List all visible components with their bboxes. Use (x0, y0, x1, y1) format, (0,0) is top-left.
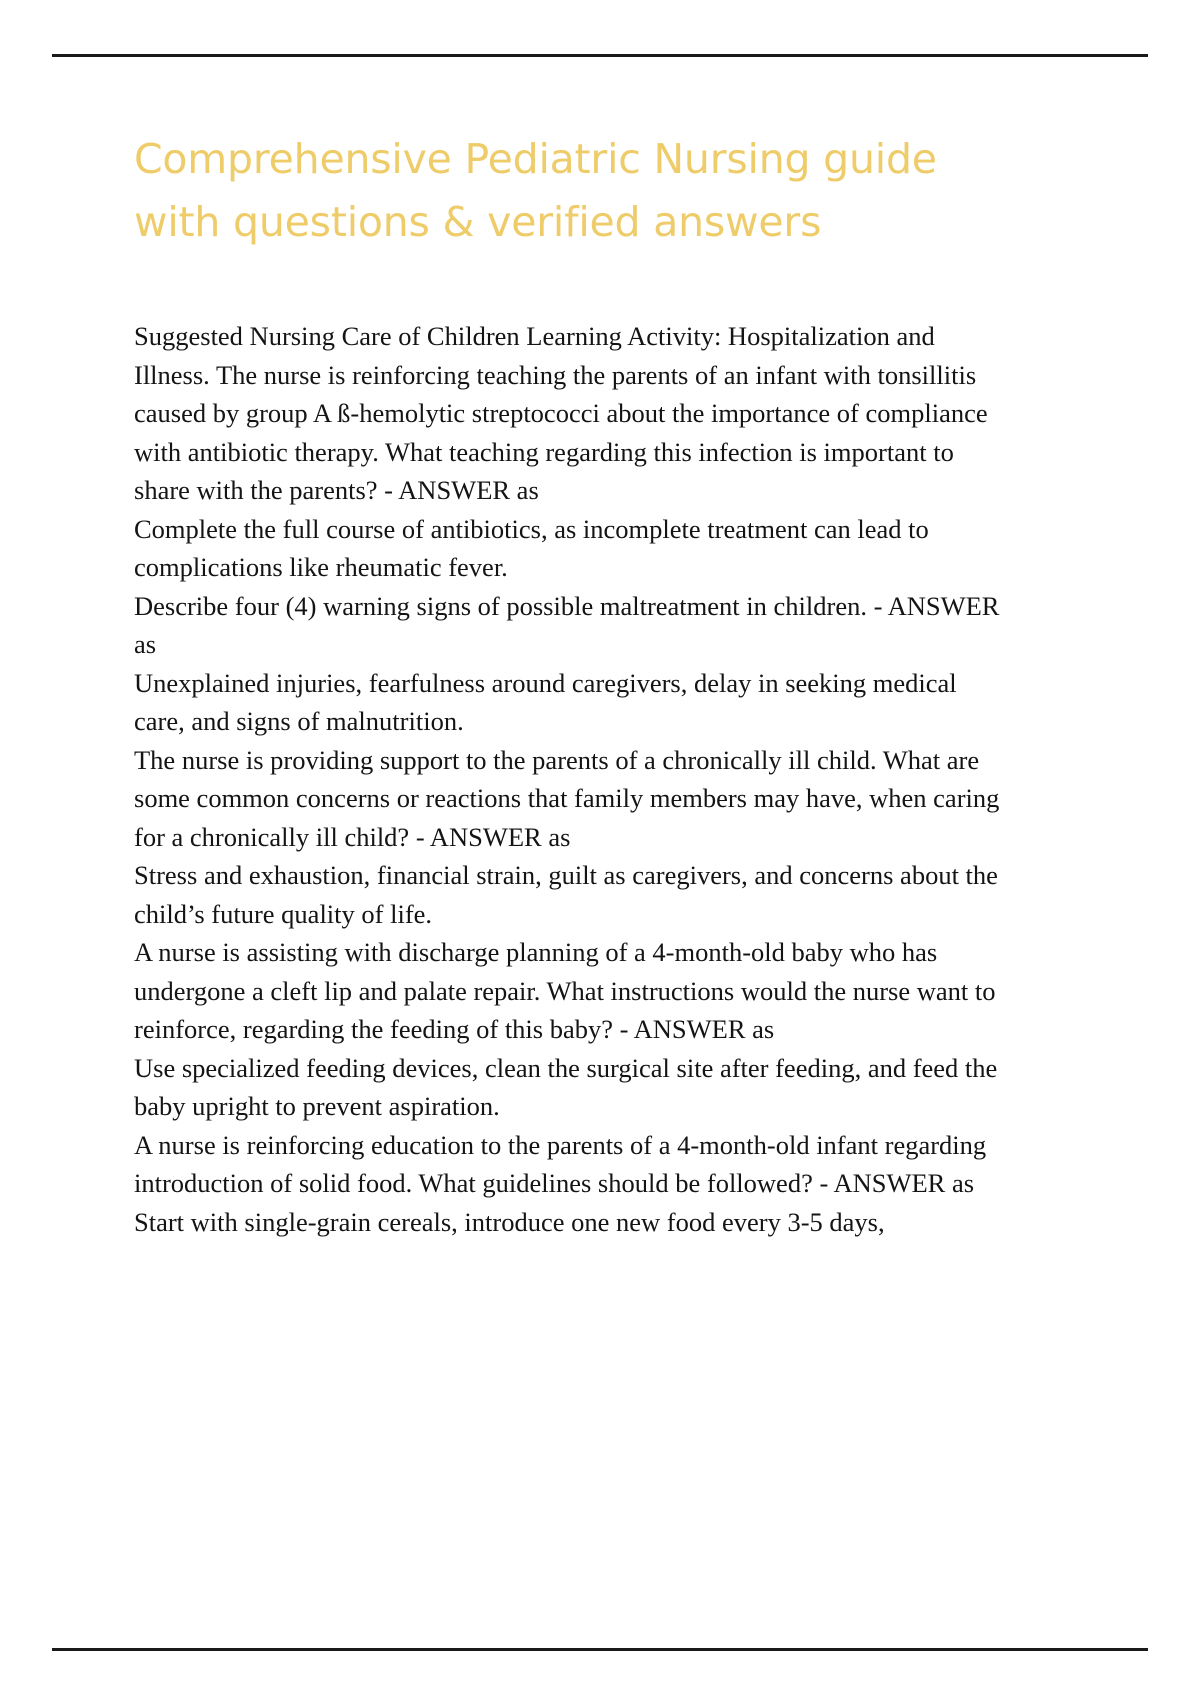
header-divider-rule (52, 54, 1148, 57)
paragraph: A nurse is reinforcing education to the parents of a 4-month-old infant regarding introduction of solid food. What guidelines should be followed? - ANSWER as (134, 1129, 993, 1198)
document-content (134, 128, 1014, 1241)
paragraph: Suggested Nursing Care of Children Learning Activity: Hospitalization and Illness. The nurse is reinforcing teaching the parents of an infant with tonsillitis caused by group A ß-hemolytic streptococci about the importance of compliance with antibiotic therapy. What teaching regarding this infection is important to share with the parents? - ANSWER as (134, 321, 995, 505)
footer-divider-rule (52, 1648, 1148, 1651)
paragraph: Stress and exhaustion, financial strain, guilt as caregivers, and concerns about the child’s future quality of life. (134, 860, 1005, 929)
paragraph: The nurse is providing support to the parents of a chronically ill child. What are some common concerns or reactions that family members may have, when caring for a chronically ill child? - ANSWER as (134, 744, 1007, 852)
page-title: Comprehensive Pediatric Nursing guide with questions & verified answers (134, 135, 937, 246)
paragraph: Start with single-grain cereals, introduce one new food every 3-5 days, (134, 1206, 885, 1237)
paragraph: Use specialized feeding devices, clean the surgical site after feeding, and feed the baby upright to prevent aspiration. (134, 1052, 1004, 1121)
paragraph: A nurse is assisting with discharge planning of a 4-month-old baby who has undergone a cleft lip and palate repair. What instructions would the nurse want to reinforce, regarding the feeding of this baby? - ANSWER as (134, 937, 1003, 1044)
paragraph: Complete the full course of antibiotics, as incomplete treatment can lead to complications like rheumatic fever. (134, 513, 936, 582)
paragraph: Unexplained injuries, fearfulness around caregivers, delay in seeking medical care, and signs of malnutrition. (134, 667, 964, 736)
paragraph: Describe four (4) warning signs of possible maltreatment in children. - ANSWER as (134, 590, 1007, 659)
document-body (134, 317, 1014, 1241)
